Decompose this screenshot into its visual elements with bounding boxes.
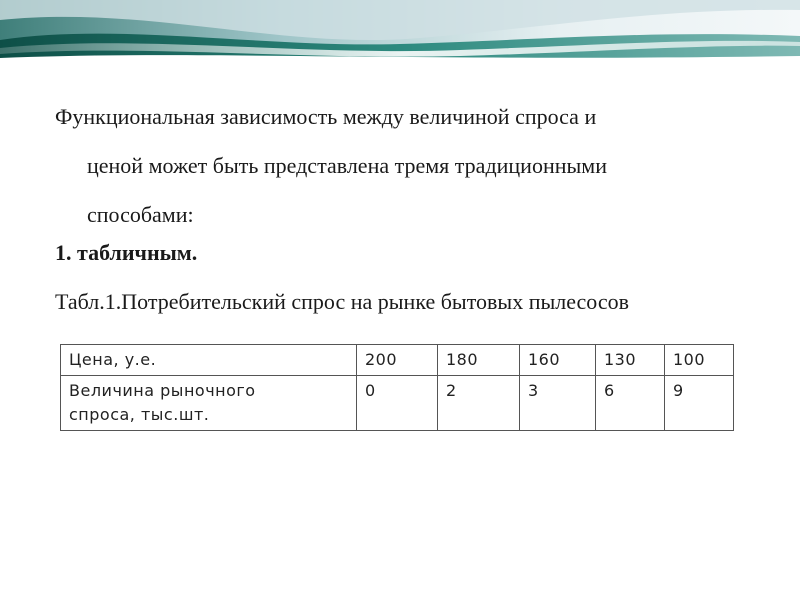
- demand-table: [60, 344, 734, 431]
- price-label-cell: Цена, у.е.: [61, 345, 357, 376]
- quantity-cell: 0: [357, 376, 438, 431]
- table-caption: Табл.1.Потребительский спрос на рынке бытовых пылесосов: [55, 289, 630, 314]
- price-cell: 160: [520, 345, 596, 376]
- price-cell: 100: [665, 345, 734, 376]
- price-cell: 180: [438, 345, 520, 376]
- quantity-cell: 2: [438, 376, 520, 431]
- intro-line-3: способами:: [87, 202, 194, 227]
- quantity-label-line-1: Величина рыночного: [69, 381, 256, 400]
- table-row: [61, 376, 734, 431]
- method-heading: 1. табличным.: [55, 240, 198, 265]
- price-cell: 200: [357, 345, 438, 376]
- table-row: [61, 345, 734, 376]
- quantity-cell: 9: [665, 376, 734, 431]
- intro-paragraph: [55, 92, 755, 239]
- quantity-cell: 6: [596, 376, 665, 431]
- decorative-wave-banner: [0, 0, 800, 62]
- intro-line-1: Функциональная зависимость между величиной спроса и: [55, 104, 597, 129]
- quantity-label-cell: [61, 376, 357, 431]
- quantity-cell: 3: [520, 376, 596, 431]
- intro-line-2: ценой может быть представлена тремя традиционными: [87, 153, 607, 178]
- quantity-label-line-2: спроса, тыс.шт.: [69, 405, 210, 424]
- price-cell: 130: [596, 345, 665, 376]
